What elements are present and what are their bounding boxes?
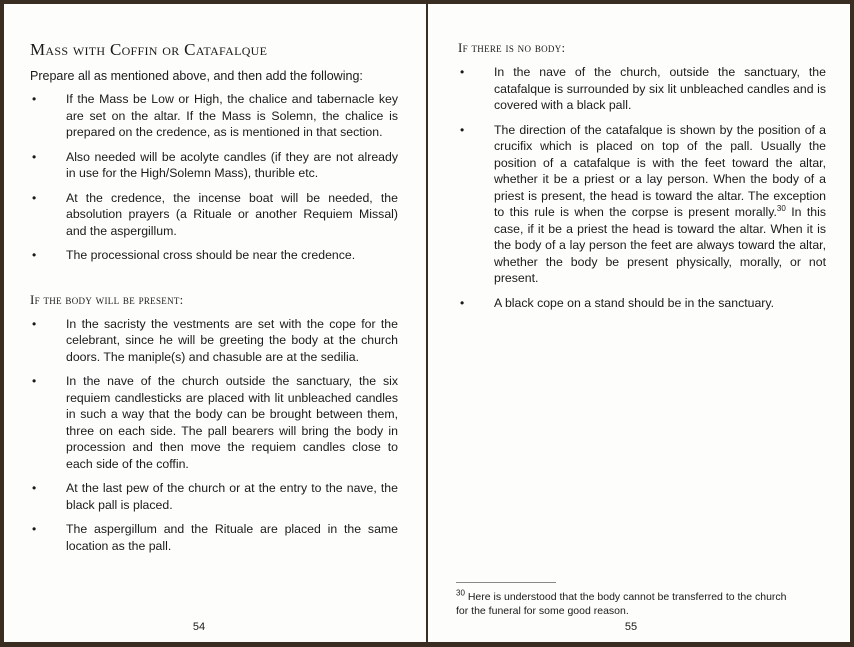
list-item: • The direction of the catafalque is shown by the position of a crucifix which is placed on top of the pall. Usually the position of a catafalque is with the feet toward the altar, whether it be a priest or a lay person. When the body of a priest is present, the head is toward the altar. The exception to this rule is when the corpse is present morally.$^{30}$ In this case, if it be a priest the head is toward the altar. When it is the body of a lay person the feet are always toward the altar, whether the body be present physically, morally, or not present. (460, 122, 826, 285)
list-item: • In the nave of the church, outside the sanctuary, the catafalque is surrounded by six lit unbleached candles and is covered with a black pall. (460, 65, 826, 112)
list-item: • In the sacristy the vestments are set with the cope for the celebrant, since he will be greeting the body at the church doors. The maniple(s) and chasuble are at the sedilia. (32, 316, 398, 364)
bullet-icon: • (460, 295, 465, 310)
list-item: • The processional cross should be near the credence. (32, 248, 356, 262)
bullet-icon: • (32, 316, 37, 331)
bullet-icon: • (460, 65, 465, 79)
list-a (30, 91, 398, 264)
page-number: 55 (624, 621, 638, 633)
list-item: • If the Mass be Low or High, the chalice and tabernacle key are set on the altar. If the Mass is Solemn, the chalice is prepared on the credence, as is mentioned in that section. (32, 92, 398, 139)
footnote-divider (456, 582, 556, 583)
intro-paragraph: Prepare all as mentioned above, and then add the following: (30, 69, 363, 83)
bullet-icon: • (32, 522, 37, 536)
list-item: • At the last pew of the church or at the entry to the nave, the black pall is placed. (32, 481, 398, 512)
bullet-icon: • (32, 374, 37, 388)
list-item: • Also needed will be acolyte candles (if they are not already in use for the High/Solemn Mass), thurible etc. (32, 149, 398, 180)
list-item: • In the nave of the church outside the sanctuary, the six requiem candlesticks are placed with lit unbleached candles in such a way that the body can be brought between them, three on each side. The pall bearers will bring the body in procession and then move the requiem candles close to each side of the coffin. (32, 374, 398, 471)
section-heading-no-body: If there is no body: (458, 40, 566, 55)
bullet-icon: • (32, 149, 37, 164)
footnote-reference[interactable]: 30 (776, 203, 786, 213)
book-spread (4, 4, 850, 642)
left-page (4, 4, 426, 642)
footnote: $^{30}$ Here is understood that the body cannot be transferred to the church for the funeral for some good reason. (456, 588, 787, 617)
bullet-icon: • (32, 190, 37, 205)
list-item: • The aspergillum and the Rituale are placed in the same location as the pall. (32, 522, 398, 553)
page-number: 54 (192, 621, 206, 633)
right-page (428, 4, 850, 642)
list-item: • A black cope on a stand should be in the sanctuary. (460, 295, 775, 310)
bullet-icon: • (32, 248, 37, 262)
list-c (458, 64, 826, 311)
footnote-number: 30 (456, 588, 465, 598)
list-b (30, 316, 398, 555)
list-item: • At the credence, the incense boat will be needed, the absolution prayers (a Rituale or another Requiem Missal) and the aspergillum. (32, 190, 398, 238)
page-title: Mass with Coffin or Catafalque (30, 40, 268, 59)
bullet-icon: • (460, 122, 465, 137)
section-heading-body-present: If the body will be present: (30, 291, 184, 307)
bullet-icon: • (32, 481, 37, 495)
bullet-icon: • (32, 92, 37, 106)
